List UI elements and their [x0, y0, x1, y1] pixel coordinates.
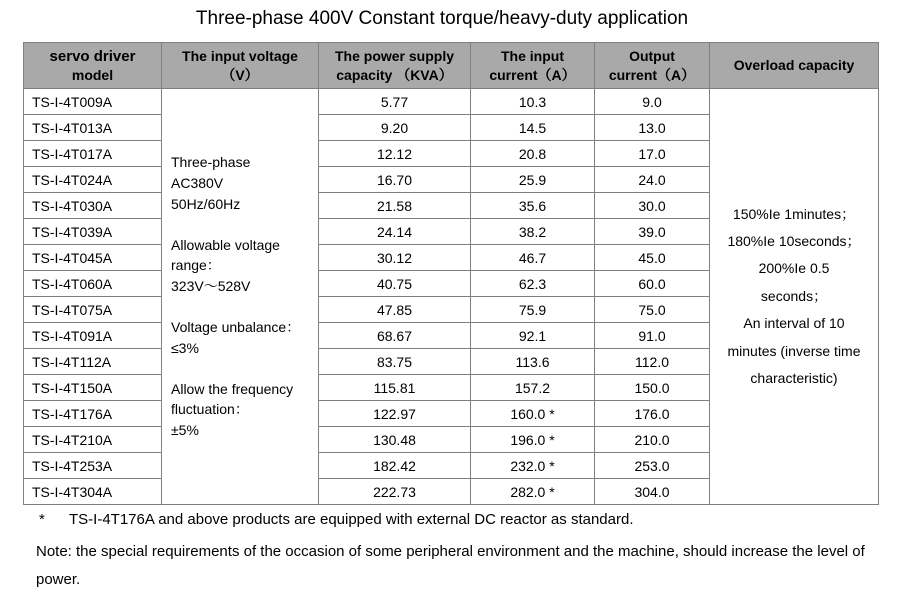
power-cell: 222.73: [319, 479, 471, 505]
power-cell: 83.75: [319, 349, 471, 375]
output-current-cell: 39.0: [595, 219, 710, 245]
header-output-current-line1: Output: [629, 47, 675, 64]
input-current-cell: 75.9: [471, 297, 595, 323]
input-voltage-gap: [171, 214, 318, 235]
model-cell: TS-I-4T075A: [24, 297, 162, 323]
input-voltage-line: 323V～528V: [171, 277, 251, 294]
model-cell: TS-I-4T045A: [24, 245, 162, 271]
header-overload-capacity: [710, 43, 879, 89]
overload-line: 150%Ie 1minutes；: [732, 205, 856, 222]
output-current-cell: 91.0: [595, 323, 710, 349]
model-cell: TS-I-4T253A: [24, 453, 162, 479]
power-cell: 115.81: [319, 375, 471, 401]
output-current-cell: 13.0: [595, 115, 710, 141]
output-current-cell: 176.0: [595, 401, 710, 427]
input-current-cell: 282.0 *: [471, 479, 595, 505]
model-cell: TS-I-4T060A: [24, 271, 162, 297]
power-note: Note: the special requirements of the occasion of some peripheral environment and the machine, should increase the level of power.: [36, 543, 865, 588]
input-voltage-line: ±5%: [171, 422, 199, 439]
header-power-line2: capacity （KVA）: [336, 66, 453, 83]
output-current-cell: 45.0: [595, 245, 710, 271]
model-cell: TS-I-4T210A: [24, 427, 162, 453]
model-cell: TS-I-4T091A: [24, 323, 162, 349]
input-voltage-line: Three-phase: [171, 154, 251, 171]
header-power-line1: The power supply: [334, 47, 454, 64]
model-cell: TS-I-4T176A: [24, 401, 162, 427]
header-output-current-line2: current（A）: [608, 66, 696, 83]
input-current-cell: 20.8: [471, 141, 595, 167]
input-current-cell: 113.6: [471, 349, 595, 375]
input-current-cell: 62.3: [471, 271, 595, 297]
header-input-voltage: [162, 43, 319, 89]
power-cell: 16.70: [319, 167, 471, 193]
input-current-cell: 232.0 *: [471, 453, 595, 479]
power-cell: 130.48: [319, 427, 471, 453]
input-voltage-line: fluctuation：: [171, 401, 249, 418]
header-model-line2: model: [71, 66, 114, 83]
input-voltage-line: Allowable voltage: [171, 236, 280, 253]
power-cell: 40.75: [319, 271, 471, 297]
power-cell: 9.20: [319, 115, 471, 141]
header-model-line1: servo driver: [49, 47, 136, 65]
spec-table: [23, 42, 879, 505]
header-input-voltage-line1: The input voltage: [182, 47, 298, 64]
input-voltage-line: ≤3%: [171, 339, 199, 356]
input-current-cell: 92.1: [471, 323, 595, 349]
overload-capacity-cell: [710, 89, 879, 505]
overload-line: 200%Ie 0.5: [758, 260, 830, 277]
power-cell: 30.12: [319, 245, 471, 271]
output-current-cell: 24.0: [595, 167, 710, 193]
input-voltage-line: Allow the frequency: [171, 380, 294, 397]
input-current-cell: 25.9: [471, 167, 595, 193]
power-cell: 24.14: [319, 219, 471, 245]
input-voltage-cell: [162, 89, 319, 505]
input-voltage-line: range：: [171, 257, 221, 274]
table-header-row: [24, 43, 879, 89]
table-row: [24, 89, 879, 115]
header-input-current-line2: current（A）: [489, 66, 576, 83]
output-current-cell: 30.0: [595, 193, 710, 219]
power-cell: 5.77: [319, 89, 471, 115]
header-overload-line1: Overload capacity: [733, 57, 855, 73]
model-cell: TS-I-4T304A: [24, 479, 162, 505]
input-current-cell: 46.7: [471, 245, 595, 271]
header-input-current-line1: The input: [501, 47, 564, 64]
input-current-cell: 157.2: [471, 375, 595, 401]
power-cell: 12.12: [319, 141, 471, 167]
header-power-capacity: [319, 43, 471, 89]
model-cell: TS-I-4T030A: [24, 193, 162, 219]
output-current-cell: 75.0: [595, 297, 710, 323]
output-current-cell: 112.0: [595, 349, 710, 375]
input-current-cell: 35.6: [471, 193, 595, 219]
output-current-cell: 304.0: [595, 479, 710, 505]
footnote: [39, 511, 634, 528]
overload-line: An interval of 10: [743, 315, 845, 332]
output-current-cell: 17.0: [595, 141, 710, 167]
model-cell: TS-I-4T017A: [24, 141, 162, 167]
model-cell: TS-I-4T009A: [24, 89, 162, 115]
model-cell: TS-I-4T112A: [24, 349, 162, 375]
power-cell: 68.67: [319, 323, 471, 349]
output-current-cell: 210.0: [595, 427, 710, 453]
input-voltage-gap: [171, 297, 318, 318]
output-current-cell: 9.0: [595, 89, 710, 115]
model-cell: TS-I-4T024A: [24, 167, 162, 193]
header-output-current: [595, 43, 710, 89]
power-cell: 47.85: [319, 297, 471, 323]
input-voltage-gap: [171, 358, 318, 379]
header-input-current: [471, 43, 595, 89]
overload-line: seconds；: [760, 287, 828, 304]
output-current-cell: 60.0: [595, 271, 710, 297]
power-cell: 182.42: [319, 453, 471, 479]
model-cell: TS-I-4T150A: [24, 375, 162, 401]
table-body: [24, 89, 879, 505]
input-current-cell: 38.2: [471, 219, 595, 245]
model-cell: TS-I-4T039A: [24, 219, 162, 245]
input-voltage-line: 50Hz/60Hz: [171, 195, 241, 212]
footnote-mark: *: [39, 511, 45, 528]
input-current-cell: 160.0 *: [471, 401, 595, 427]
output-current-cell: 253.0: [595, 453, 710, 479]
input-voltage-line: AC380V: [171, 174, 224, 191]
input-current-cell: 10.3: [471, 89, 595, 115]
power-cell: 21.58: [319, 193, 471, 219]
footnote-text: TS-I-4T176A and above products are equipped with external DC reactor as standard.: [69, 511, 634, 528]
overload-line: minutes (inverse time: [727, 342, 861, 359]
overload-line: 180%Ie 10seconds；: [727, 232, 861, 249]
overload-line: characteristic): [750, 370, 838, 387]
input-voltage-line: Voltage unbalance：: [171, 319, 301, 336]
input-current-cell: 196.0 *: [471, 427, 595, 453]
page-title: Three-phase 400V Constant torque/heavy-duty application: [195, 8, 689, 29]
model-cell: TS-I-4T013A: [24, 115, 162, 141]
header-input-voltage-line2: （V）: [221, 66, 259, 83]
output-current-cell: 150.0: [595, 375, 710, 401]
input-current-cell: 14.5: [471, 115, 595, 141]
power-cell: 122.97: [319, 401, 471, 427]
header-model: [24, 43, 162, 89]
